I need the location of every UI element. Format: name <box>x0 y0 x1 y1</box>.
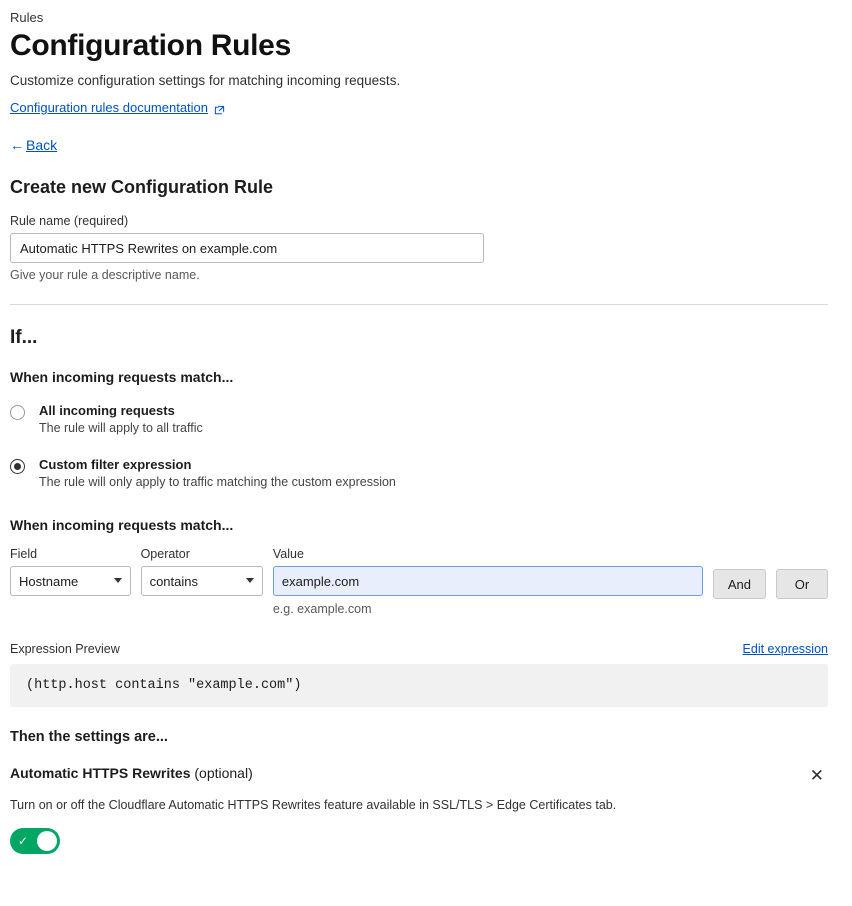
value-label: Value <box>272 547 304 561</box>
match-subheading: When incoming requests match... <box>10 369 234 385</box>
expression-preview-box: (http.host contains "example.com") <box>10 664 828 707</box>
close-icon[interactable]: ✕ <box>809 766 824 785</box>
or-button[interactable]: Or <box>776 569 828 599</box>
then-section-heading: Then the settings are... <box>10 729 168 745</box>
or-button-wrap <box>776 547 828 599</box>
toggle-check-icon: ✓ <box>18 834 29 848</box>
expression-builder-row <box>10 547 828 616</box>
radio-custom-filter-icon[interactable] <box>10 459 25 474</box>
if-section-heading: If... <box>10 327 38 348</box>
toggle-knob <box>37 831 57 851</box>
operator-select[interactable] <box>141 566 263 596</box>
documentation-link[interactable]: Configuration rules documentation <box>10 100 209 115</box>
operator-column <box>141 547 263 596</box>
back-link[interactable]: Back <box>26 137 58 153</box>
radio-all-requests-icon[interactable] <box>10 405 25 420</box>
setting-description: Turn on or off the Cloudflare Automatic HTTPS Rewrites feature available in SSL/TLS > Edge Certificates tab. <box>10 798 617 812</box>
and-button[interactable]: And <box>713 569 766 599</box>
automatic-https-rewrites-toggle[interactable] <box>10 828 60 854</box>
external-link-icon <box>214 103 225 114</box>
setting-title <box>10 765 253 781</box>
expression-builder-heading: When incoming requests match... <box>10 517 234 533</box>
radio-all-requests-label: All incoming requests <box>39 403 175 418</box>
value-help: e.g. example.com <box>272 602 372 616</box>
form-heading: Create new Configuration Rule <box>10 177 274 197</box>
setting-title-text: Automatic HTTPS Rewrites <box>10 765 191 781</box>
radio-option-custom-filter[interactable] <box>10 457 828 489</box>
value-input[interactable] <box>273 566 703 596</box>
operator-label: Operator <box>140 547 190 561</box>
radio-custom-filter-sub: The rule will only apply to traffic matching the custom expression <box>39 475 396 489</box>
radio-option-all-requests[interactable] <box>10 403 828 435</box>
page-description: Customize configuration settings for matching incoming requests. <box>10 73 401 88</box>
rule-name-group <box>10 214 828 282</box>
rule-name-input[interactable] <box>10 233 484 263</box>
back-arrow-icon: ← <box>10 137 24 153</box>
form-divider <box>10 304 828 305</box>
rule-name-label: Rule name (required) <box>10 214 129 228</box>
radio-all-requests-sub: The rule will apply to all traffic <box>39 421 203 435</box>
expression-preview-header <box>10 642 828 656</box>
breadcrumb[interactable]: Rules <box>10 10 44 25</box>
documentation-link-row <box>10 100 828 115</box>
radio-custom-filter-label: Custom filter expression <box>39 457 192 472</box>
expression-preview-label: Expression Preview <box>10 642 120 656</box>
back-navigation[interactable] <box>10 137 828 153</box>
edit-expression-link[interactable]: Edit expression <box>742 642 828 656</box>
and-button-wrap <box>713 547 766 599</box>
page-title: Configuration Rules <box>10 29 291 62</box>
setting-optional-text: (optional) <box>190 765 253 781</box>
operator-select-wrap[interactable] <box>141 566 263 596</box>
field-column <box>10 547 131 596</box>
value-column <box>273 547 703 616</box>
rule-name-help: Give your rule a descriptive name. <box>10 268 200 282</box>
field-select[interactable] <box>10 566 131 596</box>
field-select-wrap[interactable] <box>10 566 131 596</box>
setting-header <box>10 765 828 786</box>
field-label: Field <box>10 547 38 561</box>
